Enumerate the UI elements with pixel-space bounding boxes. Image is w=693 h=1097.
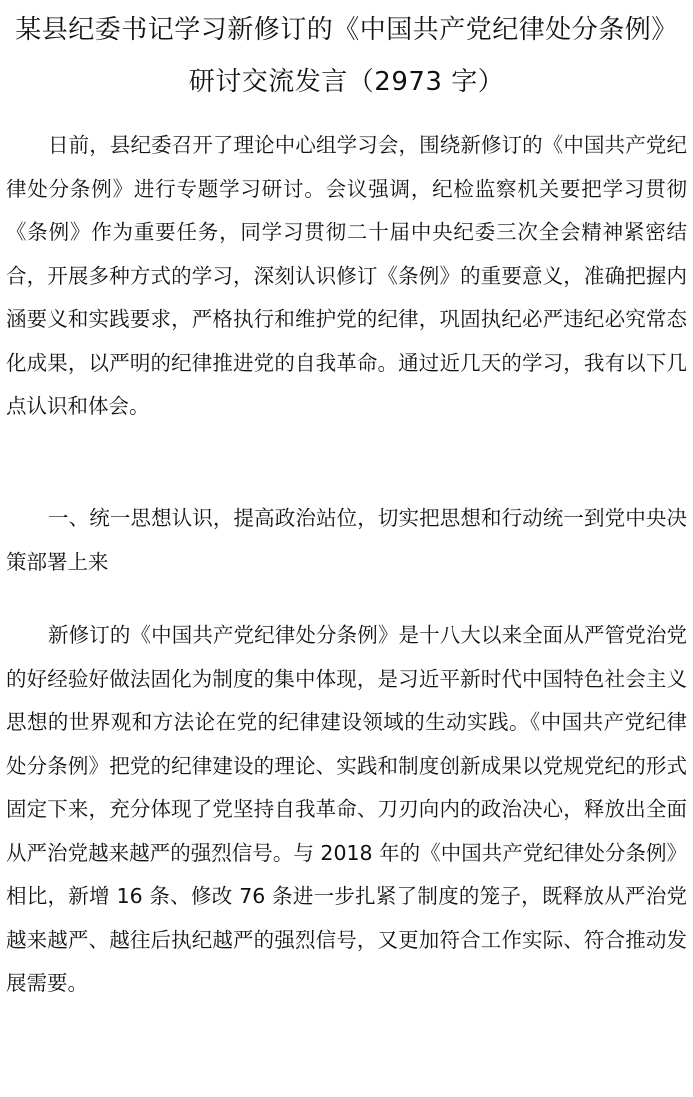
document-title: 某县纪委书记学习新修订的《中国共产党纪律处分条例》研讨交流发言（2973 字）	[15, 15, 678, 97]
section-heading-1: 一、统一思想认识，提高政治站位，切实把思想和行动统一到党中央决策部署上来	[6, 506, 687, 574]
intro-paragraph: 日前，县纪委召开了理论中心组学习会，围绕新修订的《中国共产党纪律处分条例》进行专题学习研讨。会议强调，纪检监察机关要把学习贯彻《条例》作为重要任务，同学习贯彻二十届中央纪委三次全会精神紧密结合，开展多种方式的学习，深刻认识修订《条例》的重要意义，准确把握内涵要义和实践要求，严格执行和维护党的纪律，巩固执纪必严违纪必究常态化成果，以严明的纪律推进党的自我革命。通过近几天的学习，我有以下几点认识和体会。	[6, 133, 687, 418]
body-paragraph: 新修订的《中国共产党纪律处分条例》是十八大以来全面从严管党治党的好经验好做法固化为制度的集中体现，是习近平新时代中国特色社会主义思想的世界观和方法论在党的纪律建设领域的生动实践。《中国共产党纪律处分条例》把党的纪律建设的理论、实践和制度创新成果以党规党纪的形式固定下来，充分体现了党坚持自我革命、刀刃向内的政治决心，释放出全面从严治党越来越严的强烈信号。与 2018 年的《中国共产党纪律处分条例》相比，新增 16 条、修改 76 条进一步扎紧了制度的笼子，既释放从严治党越来越严、越往后执纪越严的强烈信号，又更加符合工作实际、符合推动发展需要。	[6, 623, 687, 995]
